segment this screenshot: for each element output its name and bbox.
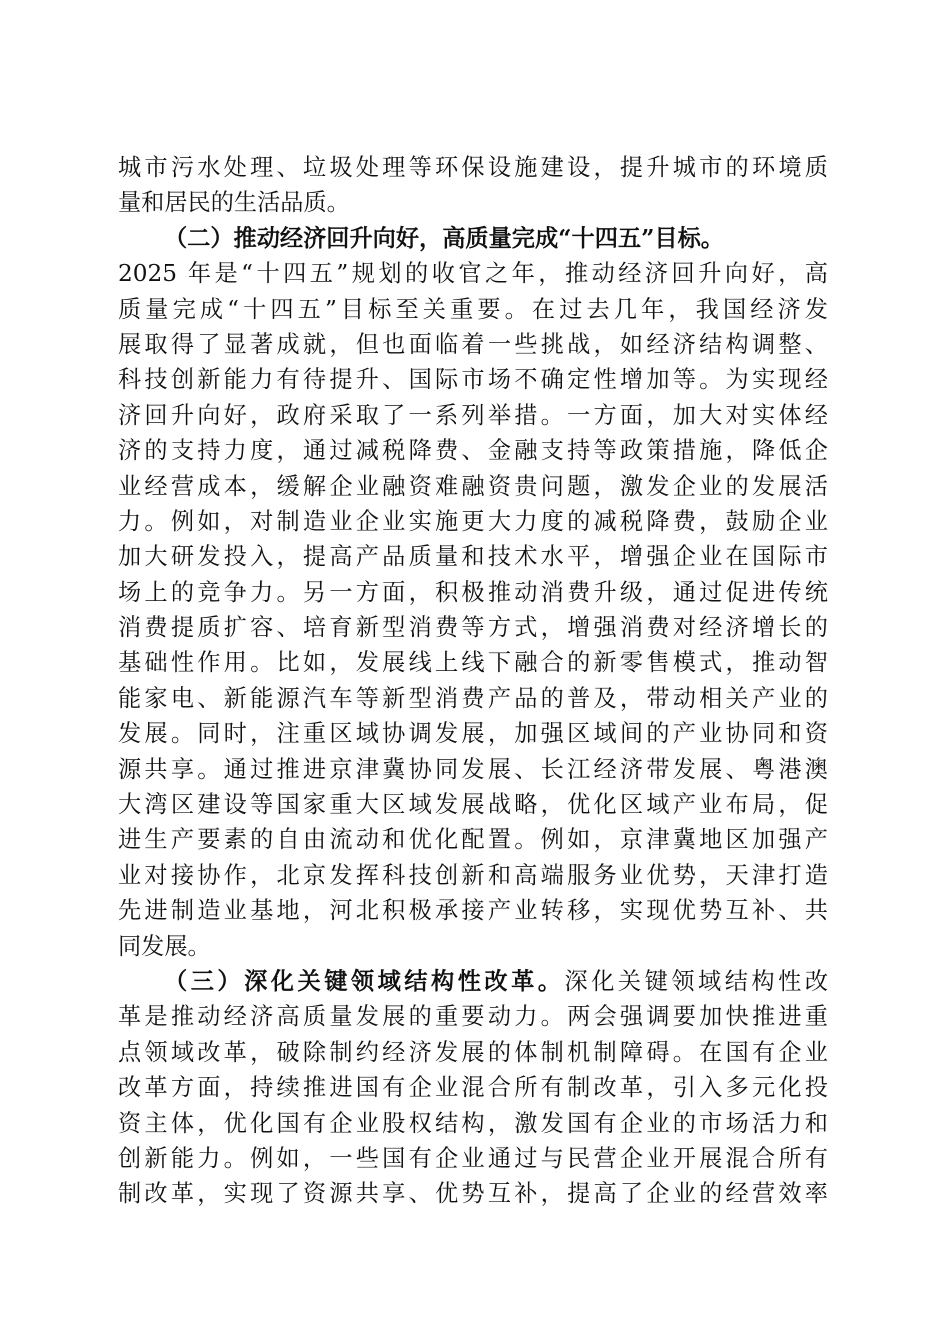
text-line: 2025 年是“十四五”规划的收官之年，推动经济回升向好，高 <box>118 260 828 288</box>
text-line: 业经营成本，缓解企业融资难融资贵问题，激发企业的发展活 <box>118 472 828 500</box>
text-line: 革是推动经济高质量发展的重要动力。两会强调要加快推进重 <box>118 1003 828 1031</box>
text-line: 发展。同时，注重区域协调发展，加强区域间的产业协同和资 <box>118 720 828 748</box>
text-line: 济的支持力度，通过减税降费、金融支持等政策措施，降低企 <box>118 437 828 465</box>
text-line: 科技创新能力有待提升、国际市场不确定性增加等。为实现经 <box>118 366 828 394</box>
text-line: 业对接协作，北京发挥科技创新和高端服务业优势，天津打造 <box>118 861 828 889</box>
section-2-body <box>118 256 828 964</box>
section-heading: （三）深化关键领域结构性改革。 <box>164 967 565 995</box>
text-line: 资主体，优化国有企业股权结构，激发国有企业的市场活力和 <box>118 1109 828 1137</box>
section-heading: （二）推动经济回升向好，高质量完成“十四五”目标。 <box>164 224 724 252</box>
text-run: 深化关键领域结构性改 <box>564 967 829 995</box>
text-line: 先进制造业基地，河北积极承接产业转移，实现优势互补、共 <box>118 897 828 925</box>
section-3 <box>118 964 828 1212</box>
text-line: 进生产要素的自由流动和优化配置。例如，京津冀地区加强产 <box>118 826 828 854</box>
text-line: 加大研发投入，提高产品质量和技术水平，增强企业在国际市 <box>118 543 828 571</box>
section-3-body <box>118 999 828 1211</box>
text-line: 同发展。 <box>118 932 211 960</box>
text-line: 展取得了显著成就，但也面临着一些挑战，如经济结构调整、 <box>118 330 828 358</box>
text-line: 质量完成“十四五”目标至关重要。在过去几年，我国经济发 <box>118 295 828 323</box>
text-line: 大湾区建设等国家重大区域发展战略，优化区域产业布局，促 <box>118 791 828 819</box>
document-page <box>118 150 828 1212</box>
section-3-first-line <box>118 964 828 999</box>
text-line: 场上的竞争力。另一方面，积极推动消费升级，通过促进传统 <box>118 578 828 606</box>
text-line: 能家电、新能源汽车等新型消费产品的普及，带动相关产业的 <box>118 684 828 712</box>
text-line: 济回升向好，政府采取了一系列举措。一方面，加大对实体经 <box>118 401 828 429</box>
text-line: 基础性作用。比如，发展线上线下融合的新零售模式，推动智 <box>118 649 828 677</box>
section-2 <box>118 221 828 964</box>
paragraph-continuation <box>118 150 828 221</box>
text-line: 点领域改革，破除制约经济发展的体制机制障碍。在国有企业 <box>118 1038 828 1066</box>
text-line: 城市污水处理、垃圾处理等环保设施建设，提升城市的环境质 <box>118 154 828 181</box>
text-line: 源共享。通过推进京津冀协同发展、长江经济带发展、粤港澳 <box>118 755 828 783</box>
text-line: 制改革，实现了资源共享、优势互补，提高了企业的经营效率 <box>118 1180 828 1208</box>
text-line: 量和居民的生活品质。 <box>118 189 350 217</box>
text-line: 力。例如，对制造业企业实施更大力度的减税降费，鼓励企业 <box>118 507 828 535</box>
text-line: 消费提质扩容、培育新型消费等方式，增强消费对经济增长的 <box>118 614 828 642</box>
text-line: 创新能力。例如，一些国有企业通过与民营企业开展混合所有 <box>118 1144 828 1172</box>
text-line: 改革方面，持续推进国有企业混合所有制改革，引入多元化投 <box>118 1074 828 1102</box>
